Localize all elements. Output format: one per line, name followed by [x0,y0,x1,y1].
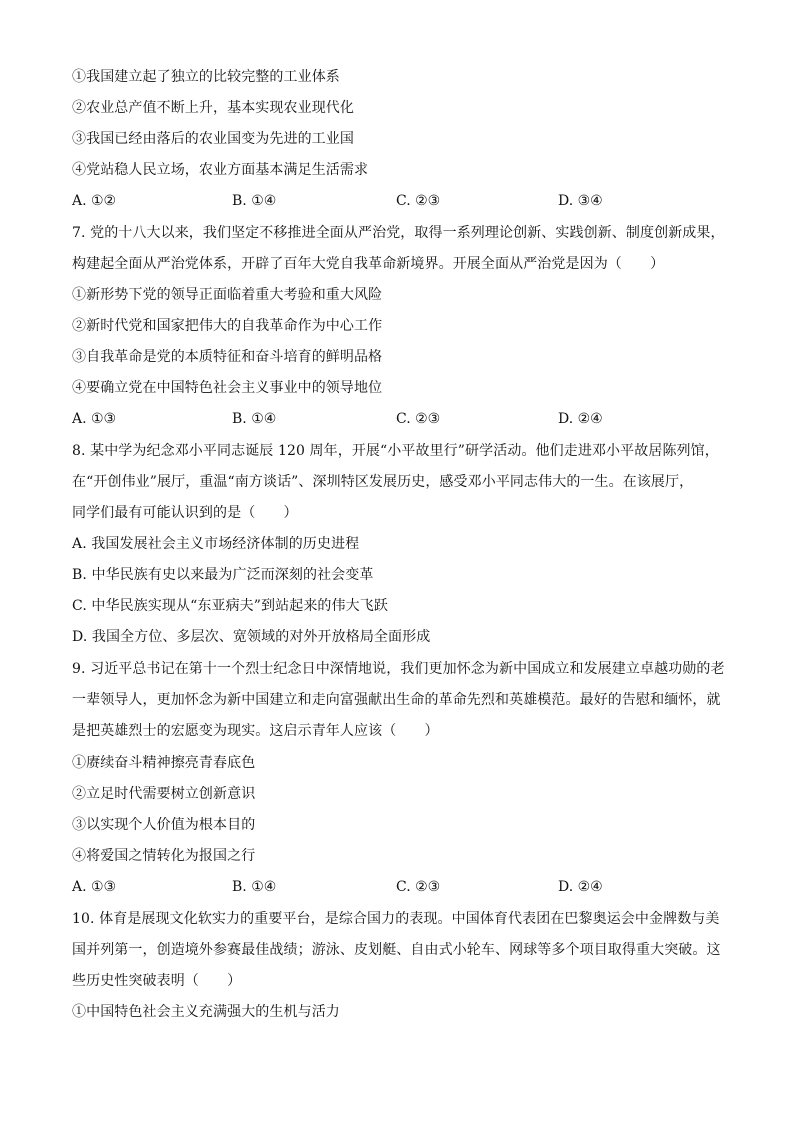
q10-stem-line-1: 10. 体育是展现文化软实力的重要平台，是综合国力的表现。中国体育代表团在巴黎奥运会中金牌数与美 [72,911,720,927]
q8-option-c: C. 中华民族实现从“东亚病夫”到站起来的伟大飞跃 [72,598,388,614]
q6-option-a: A. ①② [72,193,117,209]
q7-item-2: ②新时代党和国家把伟大的自我革命作为中心工作 [72,318,383,334]
q8-option-a: A. 我国发展社会主义市场经济体制的历史进程 [72,536,360,552]
q6-option-d: D. ③④ [558,193,603,209]
q9-item-1: ①赓续奋斗精神擦亮青春底色 [72,755,256,771]
q7-option-d: D. ②④ [558,411,603,427]
q6-item-1: ①我国建立起了独立的比较完整的工业体系 [72,69,340,85]
q7-option-c: C. ②③ [396,411,441,427]
q10-item-1: ①中国特色社会主义充满强大的生机与活力 [72,1004,340,1020]
q6-item-4: ④党站稳人民立场，农业方面基本满足生活需求 [72,162,369,178]
q7-item-4: ④要确立党在中国特色社会主义事业中的领导地位 [72,380,383,396]
q7-item-1: ①新形势下党的领导正面临着重大考验和重大风险 [72,287,383,303]
q9-item-2: ②立足时代需要树立创新意识 [72,786,256,802]
q7-stem-line-1: 7. 党的十八大以来，我们坚定不移推进全面从严治党，取得一系列理论创新、实践创新、制度创新成果， [72,225,725,241]
q10-stem-line-2: 国并列第一，创造境外参赛最佳战绩；游泳、皮划艇、自由式小轮车、网球等多个项目取得重大突破。这 [72,942,721,958]
q9-option-c: C. ②③ [396,879,441,895]
q8-option-d: D. 我国全方位、多层次、宽领域的对外开放格局全面形成 [72,629,431,645]
q9-stem-line-1: 9. 习近平总书记在第十一个烈士纪念日中深情地说，我们更加怀念为新中国成立和发展建立卓越功勋的老 [72,661,725,677]
q7-item-3: ③自我革命是党的本质特征和奋斗培育的鲜明品格 [72,349,383,365]
q9-stem-line-3: 是把英雄烈士的宏愿变为现实。这启示青年人应该（ ） [72,723,439,739]
q9-stem-line-2: 一辈领导人，更加怀念为新中国建立和走向富强献出生命的革命先烈和英雄模范。最好的告慰和缅怀，就 [72,692,721,708]
q10-stem-line-3: 些历史性突破表明（ ） [72,973,242,989]
q9-option-b: B. ①④ [232,879,277,895]
q9-option-a: A. ①③ [72,879,117,895]
q9-option-d: D. ②④ [558,879,603,895]
q7-stem-line-2: 构建起全面从严治党体系，开辟了百年大党自我革命新境界。开展全面从严治党是因为（ ） [72,256,665,272]
q8-stem-line-1: 8. 某中学为纪念邓小平同志诞辰 120 周年，开展“小平故里行”研学活动。他们走进邓小平故居陈列馆， [72,443,719,459]
q6-option-b: B. ①④ [232,193,277,209]
q6-option-c: C. ②③ [396,193,441,209]
q8-option-b: B. 中华民族有史以来最为广泛而深刻的社会变革 [72,567,374,583]
q6-item-2: ②农业总产值不断上升，基本实现农业现代化 [72,100,354,116]
q9-item-3: ③以实现个人价值为根本目的 [72,817,256,833]
q9-item-4: ④将爱国之情转化为报国之行 [72,848,256,864]
q8-stem-line-3: 同学们最有可能认识到的是（ ） [72,505,298,521]
q8-stem-line-2: 在“开创伟业”展厅，重温“南方谈话”、深圳特区发展历史，感受邓小平同志伟大的一生。在该展厅， [72,474,694,490]
q6-item-3: ③我国已经由落后的农业国变为先进的工业国 [72,131,354,147]
q7-option-b: B. ①④ [232,411,277,427]
q7-option-a: A. ①③ [72,411,117,427]
